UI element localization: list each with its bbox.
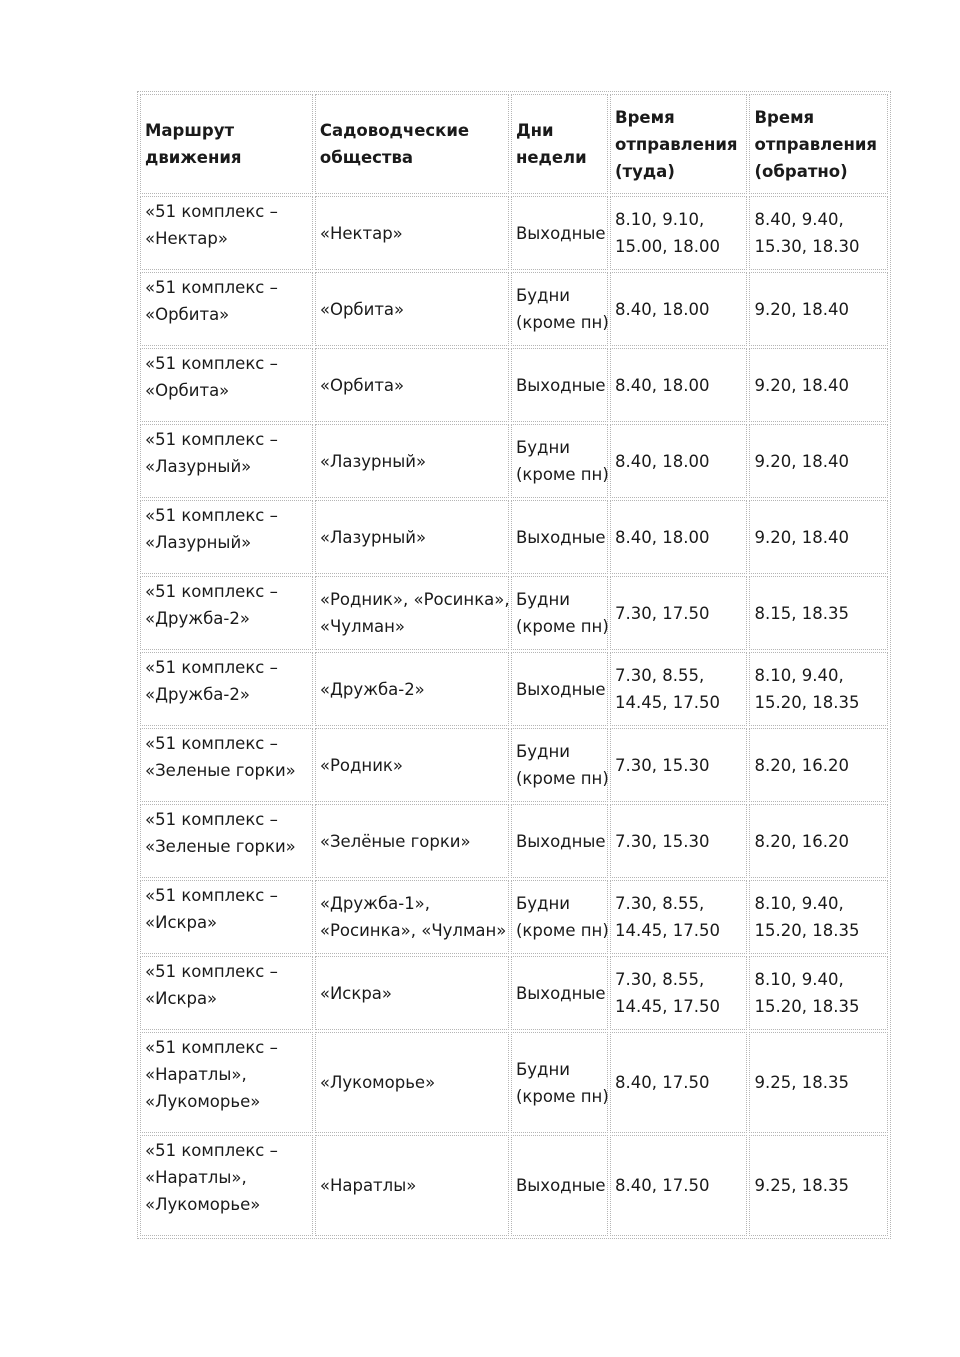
cell-text: 9.20, 18.40 <box>754 299 849 319</box>
departure-there-cell <box>610 1135 747 1236</box>
cell-text: 8.10, 9.10, <box>615 210 705 229</box>
header-row <box>140 94 888 194</box>
header-text: Время <box>754 107 815 127</box>
cell-text: «51 комплекс – <box>145 582 278 601</box>
table-row <box>140 652 888 726</box>
cell-text: «Орбита» <box>319 299 405 319</box>
cell-text: Будни <box>515 438 570 457</box>
header-text: Маршрут <box>145 121 235 140</box>
route-cell <box>140 804 313 878</box>
cell-text: «Дружба-2» <box>145 685 250 704</box>
cell-text: «Лазурный» <box>145 457 252 476</box>
header-departure-back <box>749 94 888 194</box>
header-text: недели <box>515 148 587 167</box>
table-row <box>140 1032 888 1133</box>
societies-cell <box>315 424 509 498</box>
cell-text: Выходные <box>515 679 606 699</box>
cell-text: «Зеленые горки» <box>145 761 296 780</box>
table-row <box>140 804 888 878</box>
cell-text: «Лазурный» <box>145 533 252 552</box>
days-cell <box>511 1135 608 1236</box>
header-text: движения <box>145 148 242 167</box>
table-row <box>140 576 888 650</box>
cell-text: 8.15, 18.35 <box>754 603 849 623</box>
departure-there-cell <box>610 956 747 1030</box>
cell-text: 8.40, 9.40, <box>754 210 844 229</box>
departure-back-cell <box>749 652 888 726</box>
departure-there-cell <box>610 576 747 650</box>
cell-text: (кроме пн) <box>515 769 609 788</box>
cell-text: 8.40, 18.00 <box>615 527 710 547</box>
cell-text: «Нектар» <box>145 229 228 248</box>
departure-there-cell <box>610 424 747 498</box>
cell-text: «Лукоморье» <box>319 1073 436 1092</box>
cell-text: Будни <box>515 894 570 913</box>
cell-text: (кроме пн) <box>515 465 609 484</box>
cell-text: «Нектар» <box>319 223 403 243</box>
cell-text: 8.20, 16.20 <box>754 831 849 851</box>
departure-there-cell <box>610 728 747 802</box>
cell-text: 14.45, 17.50 <box>615 693 720 712</box>
cell-text: «Орбита» <box>145 381 230 400</box>
route-cell <box>140 576 313 650</box>
route-cell <box>140 652 313 726</box>
cell-text: «51 комплекс – <box>145 886 278 905</box>
societies-cell <box>315 652 509 726</box>
route-cell <box>140 196 313 270</box>
departure-there-cell <box>610 500 747 574</box>
cell-text: 8.10, 9.40, <box>754 666 844 685</box>
table-row <box>140 500 888 574</box>
days-cell <box>511 500 608 574</box>
route-cell <box>140 272 313 346</box>
cell-text: 8.40, 18.00 <box>615 375 710 395</box>
cell-text: «Наратлы», <box>145 1168 247 1187</box>
cell-text: (кроме пн) <box>515 617 609 636</box>
cell-text: «Росинка», «Чулман» <box>319 921 507 940</box>
cell-text: 9.20, 18.40 <box>754 527 849 547</box>
table-row <box>140 728 888 802</box>
days-cell <box>511 652 608 726</box>
cell-text: Выходные <box>515 1176 606 1195</box>
departure-there-cell <box>610 652 747 726</box>
header-societies <box>315 94 509 194</box>
cell-text: Будни <box>515 742 570 761</box>
cell-text: 7.30, 8.55, <box>615 894 705 913</box>
days-cell <box>511 804 608 878</box>
cell-text: 7.30, 8.55, <box>615 666 705 685</box>
cell-text: «51 комплекс – <box>145 354 278 373</box>
cell-text: 8.10, 9.40, <box>754 894 844 913</box>
societies-cell <box>315 1032 509 1133</box>
cell-text: Будни <box>515 590 570 609</box>
cell-text: «51 комплекс – <box>145 658 278 677</box>
table-row <box>140 196 888 270</box>
cell-text: «51 комплекс – <box>145 962 278 981</box>
departure-there-cell <box>610 348 747 422</box>
cell-text: 8.40, 17.50 <box>615 1073 710 1092</box>
header-text: Садоводческие <box>319 121 470 140</box>
days-cell <box>511 1032 608 1133</box>
schedule-table <box>137 91 891 1239</box>
societies-cell <box>315 272 509 346</box>
cell-text: «51 комплекс – <box>145 202 278 221</box>
departure-back-cell <box>749 728 888 802</box>
header-text: отправления <box>754 134 878 154</box>
societies-cell <box>315 1135 509 1236</box>
cell-text: «Родник», «Росинка», <box>319 590 510 609</box>
table-row <box>140 880 888 954</box>
header-days <box>511 94 608 194</box>
departure-back-cell <box>749 1032 888 1133</box>
cell-text: 8.40, 17.50 <box>615 1176 710 1195</box>
days-cell <box>511 728 608 802</box>
table-row <box>140 424 888 498</box>
societies-cell <box>315 196 509 270</box>
cell-text: 9.20, 18.40 <box>754 375 849 395</box>
cell-text: 8.40, 18.00 <box>615 299 710 319</box>
cell-text: 7.30, 8.55, <box>615 970 705 989</box>
cell-text: Выходные <box>515 527 606 547</box>
header-departure-there <box>610 94 747 194</box>
cell-text: 15.30, 18.30 <box>754 237 860 256</box>
header-text: общества <box>319 148 414 167</box>
header-text: Дни <box>515 121 554 140</box>
header-text: Время <box>615 107 675 127</box>
societies-cell <box>315 728 509 802</box>
departure-back-cell <box>749 272 888 346</box>
cell-text: «51 комплекс – <box>145 810 278 829</box>
cell-text: «Искра» <box>145 989 218 1008</box>
departure-back-cell <box>749 804 888 878</box>
societies-cell <box>315 956 509 1030</box>
cell-text: 7.30, 15.30 <box>615 755 710 775</box>
route-cell <box>140 424 313 498</box>
cell-text: «51 комплекс – <box>145 1038 278 1057</box>
days-cell <box>511 348 608 422</box>
route-cell <box>140 348 313 422</box>
days-cell <box>511 424 608 498</box>
cell-text: «51 комплекс – <box>145 734 278 753</box>
cell-text: «Чулман» <box>319 617 406 636</box>
cell-text: «Родник» <box>319 755 403 775</box>
cell-text: «Лазурный» <box>319 451 427 471</box>
cell-text: (кроме пн) <box>515 1086 609 1106</box>
departure-back-cell <box>749 1135 888 1236</box>
cell-text: 14.45, 17.50 <box>615 997 720 1016</box>
days-cell <box>511 196 608 270</box>
cell-text: «51 комплекс – <box>145 430 278 449</box>
days-cell <box>511 956 608 1030</box>
cell-text: 9.25, 18.35 <box>754 1073 849 1092</box>
cell-text: «Лукоморье» <box>145 1092 261 1111</box>
cell-text: «51 комплекс – <box>145 1141 278 1160</box>
cell-text: Выходные <box>515 983 606 1003</box>
table-row <box>140 956 888 1030</box>
header-text: (обратно) <box>754 161 848 181</box>
cell-text: 9.25, 18.35 <box>754 1176 849 1195</box>
departure-there-cell <box>610 880 747 954</box>
header-route <box>140 94 313 194</box>
cell-text: 15.20, 18.35 <box>754 693 860 712</box>
days-cell <box>511 880 608 954</box>
cell-text: «Искра» <box>319 983 393 1003</box>
cell-text: 15.20, 18.35 <box>754 997 860 1016</box>
cell-text: «Искра» <box>145 913 218 932</box>
cell-text: «51 комплекс – <box>145 506 278 525</box>
cell-text: «Наратлы», <box>145 1065 247 1084</box>
cell-text: «Орбита» <box>145 305 230 324</box>
cell-text: «Лазурный» <box>319 527 427 547</box>
table-row <box>140 272 888 346</box>
cell-text: «Зеленые горки» <box>145 837 296 856</box>
departure-back-cell <box>749 576 888 650</box>
table-row <box>140 1135 888 1236</box>
departure-back-cell <box>749 956 888 1030</box>
societies-cell <box>315 804 509 878</box>
route-cell <box>140 880 313 954</box>
cell-text: «Лукоморье» <box>145 1195 261 1214</box>
route-cell <box>140 1135 313 1236</box>
cell-text: «Дружба-1», <box>319 894 431 913</box>
cell-text: Будни <box>515 286 570 305</box>
table-row <box>140 348 888 422</box>
societies-cell <box>315 348 509 422</box>
cell-text: (кроме пн) <box>515 921 609 940</box>
route-cell <box>140 728 313 802</box>
cell-text: Выходные <box>515 223 606 243</box>
cell-text: «Зелёные горки» <box>319 831 471 851</box>
route-cell <box>140 956 313 1030</box>
cell-text: 9.20, 18.40 <box>754 451 849 471</box>
cell-text: 8.40, 18.00 <box>615 451 710 471</box>
departure-back-cell <box>749 196 888 270</box>
table-body <box>140 196 888 1236</box>
cell-text: 7.30, 15.30 <box>615 831 710 851</box>
header-text: отправления <box>615 134 738 154</box>
cell-text: 8.10, 9.40, <box>754 970 844 989</box>
cell-text: Выходные <box>515 375 606 395</box>
societies-cell <box>315 500 509 574</box>
societies-cell <box>315 576 509 650</box>
departure-there-cell <box>610 804 747 878</box>
departure-back-cell <box>749 424 888 498</box>
departure-back-cell <box>749 880 888 954</box>
departure-back-cell <box>749 500 888 574</box>
departure-there-cell <box>610 1032 747 1133</box>
societies-cell <box>315 880 509 954</box>
header-text: (туда) <box>615 161 675 181</box>
cell-text: (кроме пн) <box>515 313 609 332</box>
days-cell <box>511 576 608 650</box>
cell-text: «Дружба-2» <box>145 609 250 628</box>
departure-back-cell <box>749 348 888 422</box>
route-cell <box>140 1032 313 1133</box>
departure-there-cell <box>610 196 747 270</box>
cell-text: 7.30, 17.50 <box>615 603 710 623</box>
cell-text: «Дружба-2» <box>319 679 425 699</box>
route-cell <box>140 500 313 574</box>
cell-text: 15.00, 18.00 <box>615 237 720 256</box>
cell-text: «Орбита» <box>319 375 405 395</box>
days-cell <box>511 272 608 346</box>
cell-text: «Наратлы» <box>319 1176 417 1195</box>
cell-text: 14.45, 17.50 <box>615 921 720 940</box>
cell-text: Будни <box>515 1059 570 1079</box>
cell-text: Выходные <box>515 831 606 851</box>
cell-text: «51 комплекс – <box>145 278 278 297</box>
cell-text: 8.20, 16.20 <box>754 755 849 775</box>
cell-text: 15.20, 18.35 <box>754 921 860 940</box>
departure-there-cell <box>610 272 747 346</box>
